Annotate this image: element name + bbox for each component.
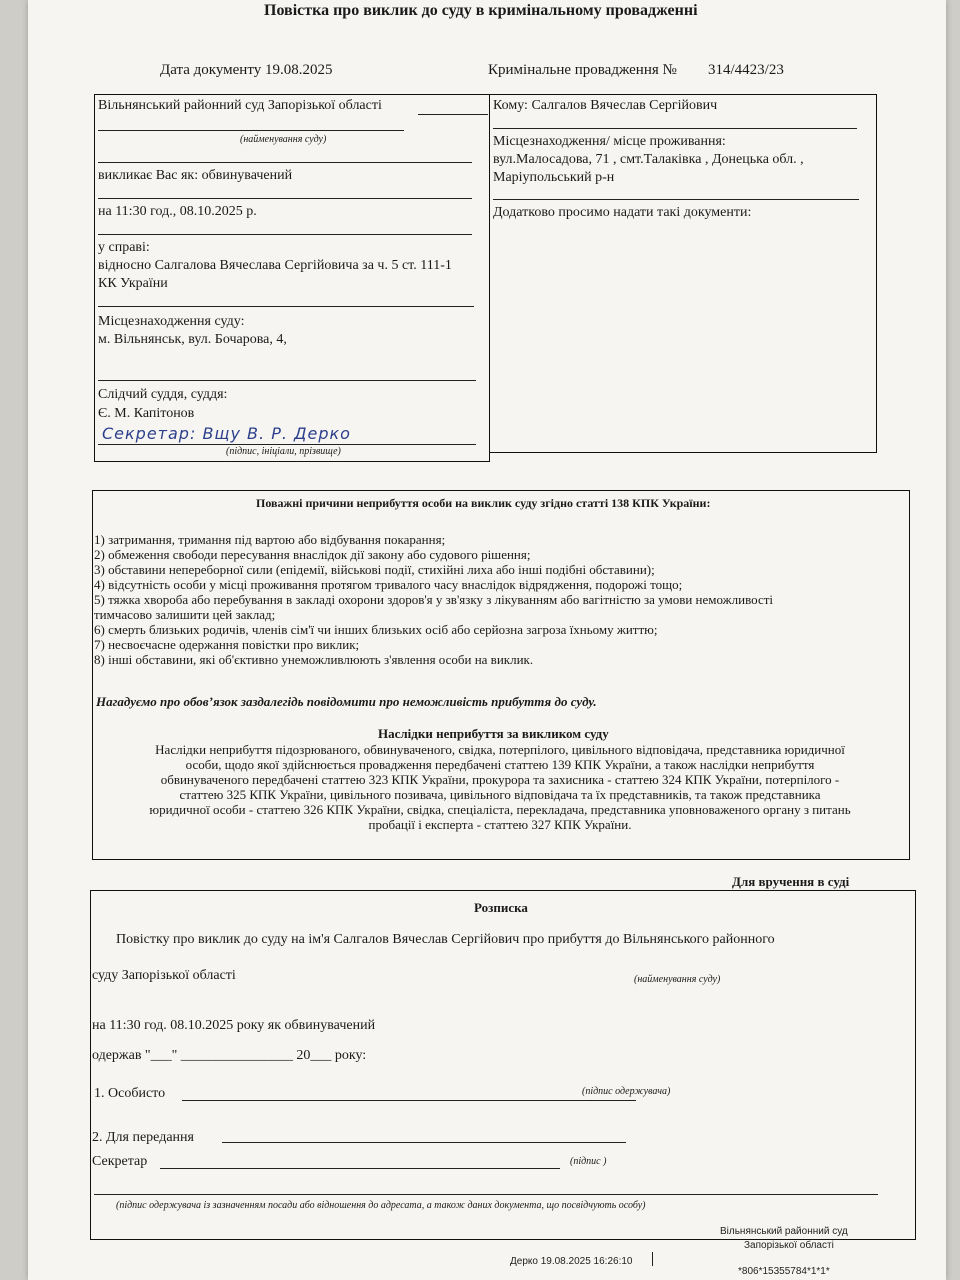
consequences-line: статтею 325 КПК України, цивільного позивача, цивільного відповідача та їх представників, та також представника <box>179 787 821 802</box>
case-description-1: відносно Салгалова Вячеслава Сергійовича за ч. 5 ст. 111-1 <box>98 258 452 273</box>
recipient-signature-hint: (підпис одержувача) <box>582 1086 671 1097</box>
print-meta: Дерко 19.08.2025 16:26:10 <box>510 1256 633 1267</box>
reason-item: тимчасово залишити цей заклад; <box>94 607 276 622</box>
reason-item: 5) тяжка хвороба або перебування в закладі охорони здоров'я у зв'язку з лікуванням або вагітністю за умови неможливості <box>94 592 774 607</box>
receipt-line-2: суду Запорізької області <box>92 968 236 983</box>
consequences-line: юридичної особи - статтею 326 КПК України, свідка, спеціаліста, перекладача, представника уповноваженого органу з питань <box>149 802 851 817</box>
signature-rule <box>98 444 476 445</box>
reason-item: 2) обмеження свободи пересування внаслідок дії закону або судового рішення; <box>94 547 531 562</box>
document-title: Повістка про виклик до суду в кримінальному провадженні <box>264 2 698 19</box>
for-court-label: Для вручення в суді <box>732 874 850 889</box>
bottom-hint: (підпис одержувача із зазначенням посади або відношення до адресата, а також даних документа, що посвідчують особу) <box>116 1200 646 1211</box>
documents-label: Додатково просимо надати такі документи: <box>493 205 752 220</box>
handwritten-signature: Секретар: Вщу В. Р. Дерко <box>102 424 351 443</box>
court-name-underline <box>418 114 488 115</box>
consequences-title: Наслідки неприбуття за викликом суду <box>378 726 609 741</box>
signature-hint: (підпис, ініціали, прізвище) <box>226 446 341 457</box>
reminder-text: Нагадуємо про обов’язок заздалегідь повідомити про неможливість прибуття до суду. <box>96 694 597 709</box>
receipt-time: на 11:30 год. 08.10.2025 року як обвинувачений <box>92 1018 376 1033</box>
reason-item: 7) несвоєчасне одержання повістки про виклик; <box>94 637 360 652</box>
case-description-2: КК України <box>98 276 168 291</box>
receipt-line-1: Повістку про виклик до суду на ім'я Салгалов Вячеслав Сергійович про прибуття до Вільнянського районного <box>116 932 775 947</box>
secretary-signature-hint: (підпис ) <box>570 1156 607 1167</box>
consequences-line: особи, щодо якої здійснюється провадження передбачені статтею 139 КПК України, а також наслідки неприбуття <box>185 757 815 772</box>
consequences-line: обвинуваченого передбачені статтею 323 КПК України, прокурора та захисника - статтею 324 КПК України, потерпілого - <box>160 772 840 787</box>
judge-name: Є. М. Капітонов <box>98 406 195 421</box>
address-line-1: вул.Малосадова, 71 , смт.Талаківка , Донецька обл. , <box>493 152 804 167</box>
receipt-received: одержав "___" ________________ 20___ року: <box>92 1048 367 1063</box>
reason-item: 1) затримання, тримання під вартою або відбування покарання; <box>94 532 446 547</box>
summons-sheet <box>28 0 946 1280</box>
secretary-signature-line <box>160 1168 560 1169</box>
summons-as: викликає Вас як: обвинувачений <box>98 168 293 183</box>
consequences-text <box>94 742 906 832</box>
consequences-line: пробації і експерта - статтею 327 КПК України. <box>368 817 632 832</box>
receipt-for-transfer: 2. Для передання <box>92 1130 194 1145</box>
rule-4 <box>98 306 474 307</box>
case-number: 314/4423/23 <box>708 62 784 78</box>
transfer-line <box>222 1142 626 1143</box>
court-stamp-line-1: Вільнянський районний суд <box>720 1226 848 1237</box>
reason-item: 6) смерть близьких родичів, членів сім'ї чи інших близьких осіб або серйозна загроза їхньому життю; <box>94 622 658 637</box>
recipient-name: Кому: Салгалов Вячеслав Сергійович <box>493 98 718 113</box>
address-label: Місцезнаходження/ місце проживання: <box>493 134 726 149</box>
reason-item: 4) відсутність особи у місці проживання протягом тривалого часу внаслідок відрядження, подорожі тощо; <box>94 577 683 592</box>
court-name-rule <box>98 130 404 131</box>
court-stamp-line-2: Запорізької області <box>744 1240 834 1251</box>
receipt-secretary: Секретар <box>92 1154 148 1169</box>
receipt-personally: 1. Особисто <box>94 1086 166 1101</box>
rule-3 <box>98 234 472 235</box>
judge-label: Слідчий суддя, суддя: <box>98 387 228 402</box>
court-name-hint: (найменування суду) <box>240 134 327 145</box>
court-location: м. Вільнянськ, вул. Бочарова, 4, <box>98 332 287 347</box>
case-header: у справі: <box>98 240 150 255</box>
rule-5 <box>98 380 476 381</box>
address-rule <box>493 199 859 200</box>
print-separator <box>652 1252 653 1266</box>
bottom-signature-line <box>94 1194 878 1195</box>
barcode-text: *806*15355784*1*1* <box>738 1266 830 1277</box>
document-date: Дата документу 19.08.2025 <box>160 62 333 78</box>
consequences-line: Наслідки неприбуття підозрюваного, обвинуваченого, свідка, потерпілого, цивільного відповідача, представника юридичної <box>155 742 845 757</box>
reasons-header: Поважні причини неприбуття особи на виклик суду згідно статті 138 КПК України: <box>256 496 711 510</box>
hearing-time: на 11:30 год., 08.10.2025 р. <box>98 204 257 219</box>
receipt-court-hint: (найменування суду) <box>634 974 721 985</box>
recipient-rule <box>493 128 857 129</box>
personally-signature-line <box>182 1100 636 1101</box>
receipt-title: Розписка <box>474 900 528 915</box>
court-name: Вільнянський районний суд Запорізької області <box>98 98 382 113</box>
reason-item: 3) обставини непереборної сили (епідемії, військові події, стихійні лиха або інші подібні обставини); <box>94 562 655 577</box>
rule-1 <box>98 162 472 163</box>
court-location-label: Місцезнаходження суду: <box>98 314 245 329</box>
rule-2 <box>98 198 472 199</box>
reason-item: 8) інші обставини, які об'єктивно унеможливлюють з'явлення особи на виклик. <box>94 652 534 667</box>
address-line-2: Маріупольський р-н <box>493 170 615 185</box>
reasons-list <box>94 532 906 667</box>
case-label: Кримінальне провадження № <box>488 62 677 78</box>
